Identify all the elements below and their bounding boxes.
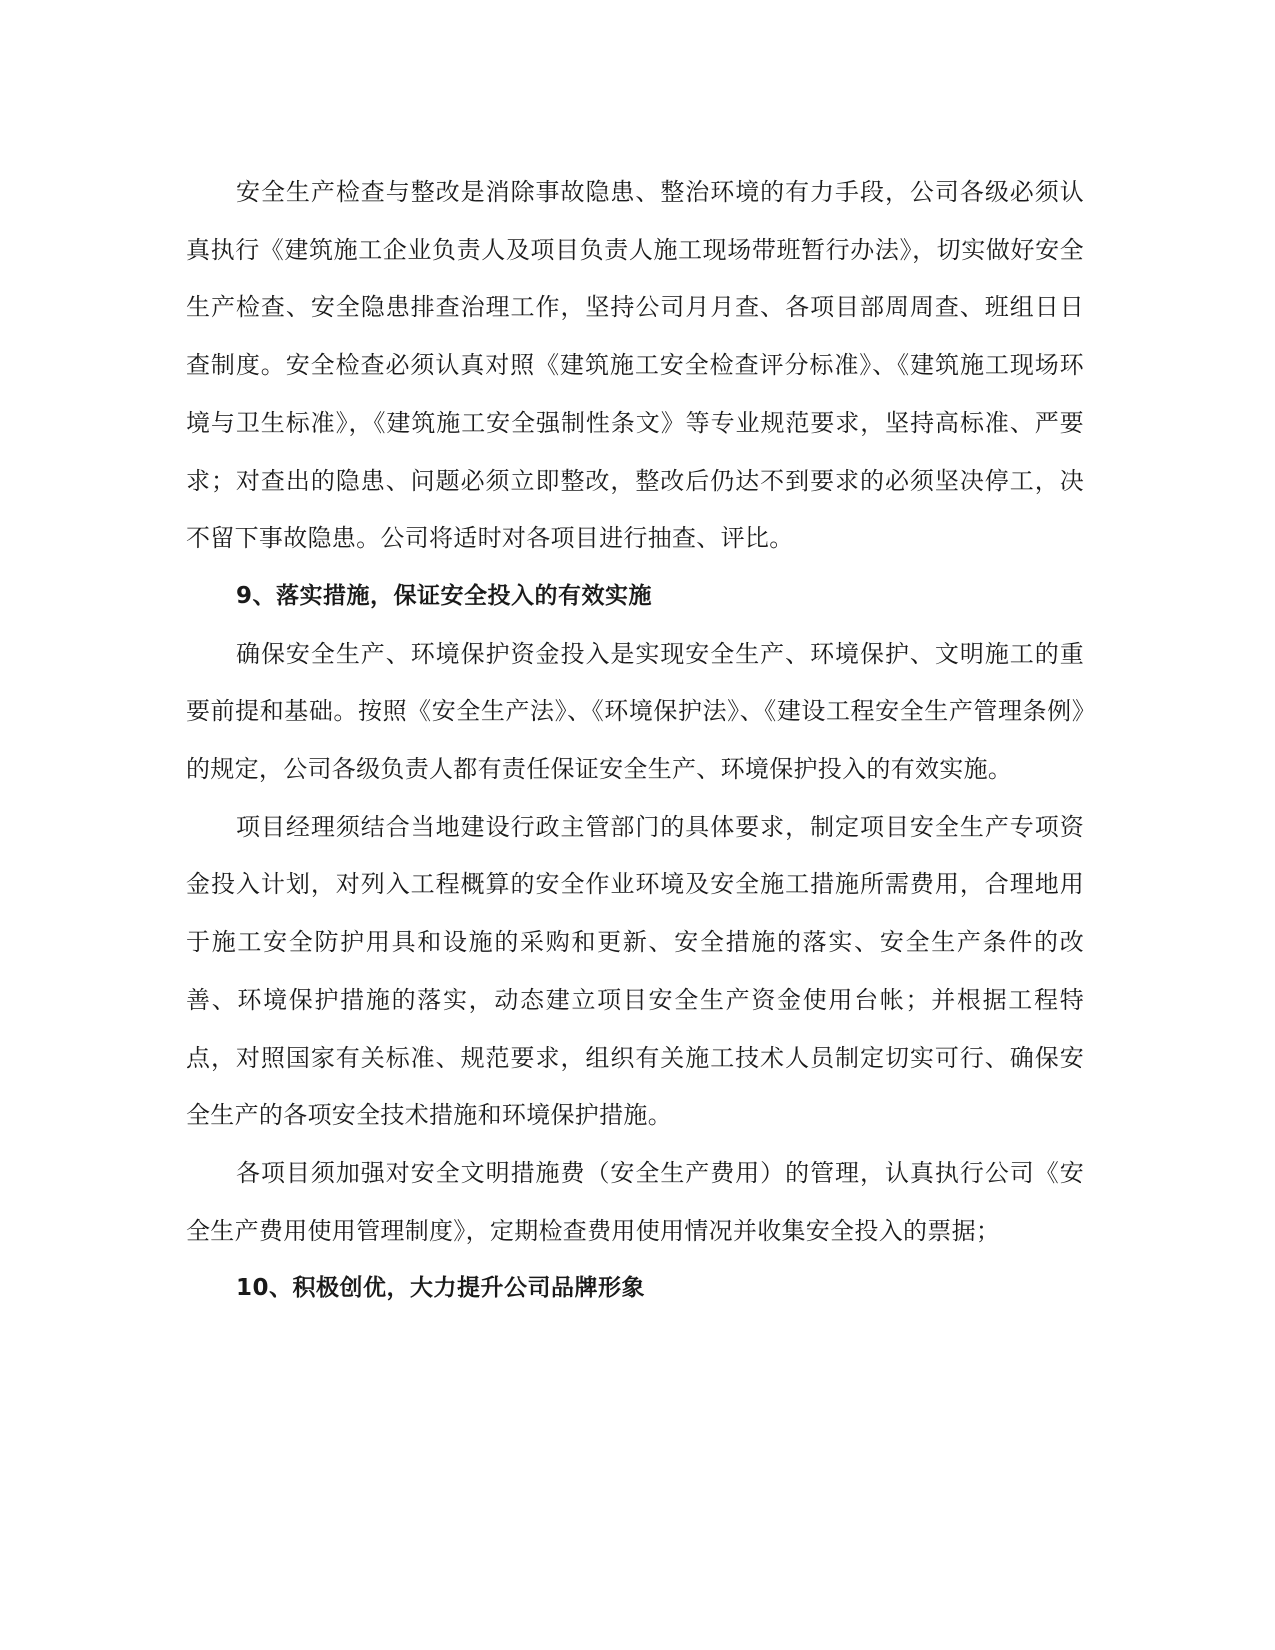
paragraph-safety-fee-management: 各项目须加强对安全文明措施费（安全生产费用）的管理，认真执行公司《安全生产费用使用管理制度》，定期检查费用使用情况并收集安全投入的票据； [186,1158,1084,1245]
section-heading-9: 9、落实措施，保证安全投入的有效实施 [236,582,653,609]
document-body [186,164,1084,1318]
paragraph-safety-investment: 确保安全生产、环境保护资金投入是实现安全生产、环境保护、文明施工的重要前提和基础。按照《安全生产法》、《环境保护法》、《建设工程安全生产管理条例》的规定，公司各级负责人都有责任保证安全生产、环境保护投入的有效实施。 [186,639,1084,784]
paragraph-safety-inspection: 安全生产检查与整改是消除事故隐患、整治环境的有力手段，公司各级必须认真执行《建筑施工企业负责人及项目负责人施工现场带班暂行办法》，切实做好安全生产检查、安全隐患排查治理工作，坚持公司月月查、各项目部周周查、班组日日查制度。安全检查必须认真对照《建筑施工安全检查评分标准》、《建筑施工现场环境与卫生标准》，《建筑施工安全强制性条文》等专业规范要求，坚持高标准、严要求；对查出的隐患、问题必须立即整改，整改后仍达不到要求的必须坚决停工，决不留下事故隐患。公司将适时对各项目进行抽查、评比。 [186,178,1084,553]
paragraph-project-manager-funding: 项目经理须结合当地建设行政主管部门的具体要求，制定项目安全生产专项资金投入计划，对列入工程概算的安全作业环境及安全施工措施所需费用，合理地用于施工安全防护用具和设施的采购和更新、安全措施的落实、安全生产条件的改善、环境保护措施的落实，动态建立项目安全生产资金使用台帐；并根据工程特点，对照国家有关标准、规范要求，组织有关施工技术人员制定切实可行、确保安全生产的各项安全技术措施和环境保护措施。 [186,812,1084,1130]
section-heading-10: 10、积极创优，大力提升公司品牌形象 [236,1275,646,1302]
